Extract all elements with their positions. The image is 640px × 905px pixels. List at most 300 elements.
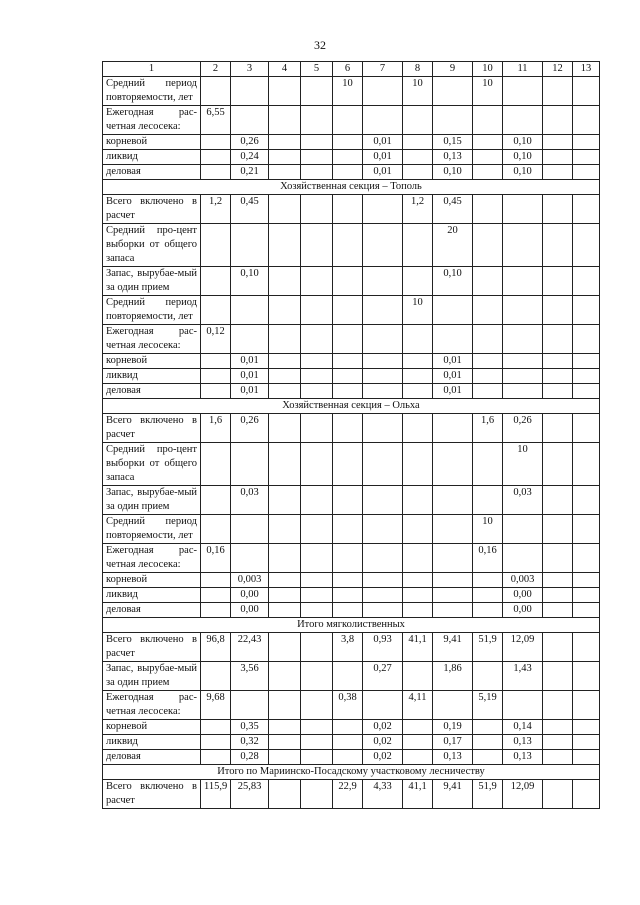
table-cell [333, 384, 363, 399]
table-cell [543, 780, 573, 809]
table-cell [301, 296, 333, 325]
table-cell [333, 588, 363, 603]
table-cell [403, 106, 433, 135]
table-cell: 0,10 [503, 135, 543, 150]
table-cell [433, 486, 473, 515]
table-cell [269, 720, 301, 735]
table-cell: 0,01 [363, 165, 403, 180]
table-cell [269, 195, 301, 224]
table-cell [301, 780, 333, 809]
table-cell [201, 443, 231, 486]
table-cell [269, 691, 301, 720]
row-label: Ежегодная рас-четная лесосека: [103, 106, 201, 135]
table-cell [473, 486, 503, 515]
section-header-row [103, 618, 600, 633]
table-cell [201, 515, 231, 544]
table-cell [573, 573, 600, 588]
table-cell [403, 384, 433, 399]
table-cell: 12,09 [503, 780, 543, 809]
table-cell [473, 150, 503, 165]
table-cell [473, 369, 503, 384]
table-cell [301, 443, 333, 486]
table-cell: 0,15 [433, 135, 473, 150]
table-cell: 0,10 [231, 267, 269, 296]
table-cell [201, 573, 231, 588]
table-cell [269, 135, 301, 150]
table-cell [301, 633, 333, 662]
row-label: деловая [103, 384, 201, 399]
table-cell: 0,02 [363, 735, 403, 750]
table-cell [201, 224, 231, 267]
table-cell [433, 106, 473, 135]
table-row [103, 135, 600, 150]
table-cell [503, 691, 543, 720]
table-cell: 9,68 [201, 691, 231, 720]
table-cell [333, 150, 363, 165]
table-row [103, 106, 600, 135]
table-cell [201, 150, 231, 165]
table-cell [543, 165, 573, 180]
row-label: Запас, вырубае-мый за один прием [103, 267, 201, 296]
section-title: Итого мягколиственных [103, 618, 600, 633]
table-cell [269, 384, 301, 399]
table-cell: 1,2 [403, 195, 433, 224]
row-label: деловая [103, 165, 201, 180]
table-cell: 12,09 [503, 633, 543, 662]
table-cell [269, 633, 301, 662]
table-cell: 1,43 [503, 662, 543, 691]
table-cell [473, 573, 503, 588]
table-row [103, 165, 600, 180]
row-label: Средний период повторяемости, лет [103, 77, 201, 106]
table-cell: 0,93 [363, 633, 403, 662]
table-cell [269, 544, 301, 573]
table-cell [269, 267, 301, 296]
table-cell [333, 414, 363, 443]
table-cell [503, 544, 543, 573]
table-cell: 1,6 [201, 414, 231, 443]
table-cell [269, 354, 301, 369]
table-cell [543, 354, 573, 369]
table-cell [363, 224, 403, 267]
table-cell [543, 296, 573, 325]
table-cell: 1,6 [473, 414, 503, 443]
table-cell: 0,10 [433, 267, 473, 296]
table-cell [231, 296, 269, 325]
table-cell [543, 603, 573, 618]
table-row [103, 780, 600, 809]
table-cell [573, 735, 600, 750]
table-cell [473, 165, 503, 180]
table-cell: 0,21 [231, 165, 269, 180]
table-cell [473, 720, 503, 735]
table-cell [269, 750, 301, 765]
table-cell [503, 354, 543, 369]
table-cell [543, 150, 573, 165]
table-cell [363, 691, 403, 720]
table-cell [473, 588, 503, 603]
row-label: ликвид [103, 150, 201, 165]
row-label: Ежегодная рас-четная лесосека: [103, 691, 201, 720]
table-cell: 0,38 [333, 691, 363, 720]
table-cell [543, 195, 573, 224]
table-cell: 22,9 [333, 780, 363, 809]
table-cell [503, 384, 543, 399]
table-cell [503, 369, 543, 384]
table-cell [573, 267, 600, 296]
table-cell [573, 544, 600, 573]
table-cell [473, 354, 503, 369]
table-cell [403, 165, 433, 180]
table-cell [503, 106, 543, 135]
table-cell: 1,86 [433, 662, 473, 691]
table-cell [363, 515, 403, 544]
table-cell: 20 [433, 224, 473, 267]
table-cell [573, 662, 600, 691]
column-header: 6 [333, 62, 363, 77]
table-row [103, 150, 600, 165]
column-header: 13 [573, 62, 600, 77]
table-cell [301, 195, 333, 224]
column-header: 2 [201, 62, 231, 77]
table-cell [301, 135, 333, 150]
table-cell: 0,14 [503, 720, 543, 735]
section-title: Хозяйственная секция – Тополь [103, 180, 600, 195]
table-cell [301, 354, 333, 369]
table-cell: 4,33 [363, 780, 403, 809]
table-cell [543, 588, 573, 603]
column-header: 12 [543, 62, 573, 77]
table-cell [301, 486, 333, 515]
table-cell: 0,02 [363, 720, 403, 735]
table-cell [403, 354, 433, 369]
row-label: Запас, вырубае-мый за один прием [103, 662, 201, 691]
table-cell: 10 [503, 443, 543, 486]
table-cell [573, 720, 600, 735]
table-cell [333, 603, 363, 618]
table-cell [503, 296, 543, 325]
table-cell: 51,9 [473, 780, 503, 809]
table-cell [333, 106, 363, 135]
table-cell [363, 267, 403, 296]
table-cell [269, 443, 301, 486]
table-cell: 0,27 [363, 662, 403, 691]
table-cell [269, 77, 301, 106]
table-cell [333, 720, 363, 735]
table-cell [573, 325, 600, 354]
table-cell [503, 515, 543, 544]
table-cell: 0,26 [503, 414, 543, 443]
table-cell: 0,16 [473, 544, 503, 573]
table-cell [363, 603, 403, 618]
table-cell [573, 603, 600, 618]
table-cell [573, 224, 600, 267]
table-cell [231, 77, 269, 106]
table-cell: 0,45 [433, 195, 473, 224]
table-cell [433, 544, 473, 573]
table-row [103, 267, 600, 296]
column-header: 3 [231, 62, 269, 77]
table-cell: 0,01 [231, 354, 269, 369]
table-cell [269, 515, 301, 544]
table-cell [201, 720, 231, 735]
table-cell [333, 369, 363, 384]
row-label: Средний про-цент выборки от общего запаса [103, 224, 201, 267]
table-row [103, 325, 600, 354]
row-label: Средний период повторяемости, лет [103, 515, 201, 544]
table-cell: 0,01 [231, 384, 269, 399]
table-cell [543, 691, 573, 720]
table-cell [363, 384, 403, 399]
table-cell: 10 [403, 77, 433, 106]
section-title: Хозяйственная секция – Ольха [103, 399, 600, 414]
table-cell: 0,24 [231, 150, 269, 165]
table-cell [433, 443, 473, 486]
table-cell: 1,2 [201, 195, 231, 224]
table-cell [403, 662, 433, 691]
table-cell [301, 267, 333, 296]
table-cell [573, 77, 600, 106]
table-cell: 4,11 [403, 691, 433, 720]
table-cell [363, 486, 403, 515]
table-cell [201, 77, 231, 106]
table-cell [503, 325, 543, 354]
table-cell [269, 780, 301, 809]
table-cell [433, 603, 473, 618]
column-header: 1 [103, 62, 201, 77]
table-cell [269, 369, 301, 384]
table-cell [333, 515, 363, 544]
table-cell [473, 750, 503, 765]
table-cell [333, 354, 363, 369]
table-cell [201, 135, 231, 150]
table-cell: 0,01 [231, 369, 269, 384]
table-cell [269, 573, 301, 588]
table-cell [231, 106, 269, 135]
table-row [103, 414, 600, 443]
table-cell: 0,01 [433, 369, 473, 384]
row-label: корневой [103, 135, 201, 150]
section-header-row [103, 180, 600, 195]
table-cell [333, 573, 363, 588]
table-cell [543, 750, 573, 765]
table-cell [269, 414, 301, 443]
table-cell: 0,13 [503, 750, 543, 765]
table-cell [301, 750, 333, 765]
table-cell [543, 515, 573, 544]
table-cell [201, 588, 231, 603]
table-cell [543, 224, 573, 267]
table-cell [301, 77, 333, 106]
table-cell [301, 515, 333, 544]
table-cell [573, 135, 600, 150]
table-cell [573, 195, 600, 224]
table-cell [573, 106, 600, 135]
table-cell [301, 691, 333, 720]
table-cell: 0,01 [433, 354, 473, 369]
table-cell [201, 486, 231, 515]
table-cell [201, 369, 231, 384]
table-cell [473, 224, 503, 267]
table-cell [269, 588, 301, 603]
table-cell [503, 224, 543, 267]
table-cell [201, 296, 231, 325]
row-label: Всего включено в расчет [103, 414, 201, 443]
table-cell: 0,28 [231, 750, 269, 765]
table-cell [473, 443, 503, 486]
table-cell [433, 588, 473, 603]
table-cell: 3,8 [333, 633, 363, 662]
table-cell: 0,00 [231, 588, 269, 603]
table-cell [503, 195, 543, 224]
table-cell: 6,55 [201, 106, 231, 135]
row-label: Всего включено в расчет [103, 195, 201, 224]
table-row [103, 354, 600, 369]
column-header: 9 [433, 62, 473, 77]
table-cell [269, 106, 301, 135]
table-cell: 0,17 [433, 735, 473, 750]
table-cell [363, 544, 403, 573]
table-cell [269, 150, 301, 165]
table-cell: 0,13 [503, 735, 543, 750]
table-cell [333, 486, 363, 515]
table-cell: 0,01 [363, 135, 403, 150]
table-cell [473, 296, 503, 325]
table-cell [573, 296, 600, 325]
table-cell [403, 443, 433, 486]
table-cell [301, 150, 333, 165]
table-cell: 10 [473, 515, 503, 544]
table-cell [543, 662, 573, 691]
table-cell: 0,003 [231, 573, 269, 588]
section-header-row [103, 399, 600, 414]
table-row [103, 544, 600, 573]
table-cell [269, 603, 301, 618]
table-cell [333, 165, 363, 180]
table-cell [333, 267, 363, 296]
table-cell [333, 662, 363, 691]
table-cell [403, 224, 433, 267]
table-cell [201, 165, 231, 180]
table-cell [543, 633, 573, 662]
table-cell [301, 603, 333, 618]
table-cell: 51,9 [473, 633, 503, 662]
table-cell: 0,10 [503, 150, 543, 165]
column-header: 7 [363, 62, 403, 77]
table-row [103, 750, 600, 765]
table-cell: 0,00 [503, 603, 543, 618]
table-cell [363, 77, 403, 106]
table-cell: 0,10 [503, 165, 543, 180]
table-cell [433, 691, 473, 720]
row-label: Всего включено в расчет [103, 780, 201, 809]
table-cell [543, 369, 573, 384]
table-cell [301, 224, 333, 267]
table-cell [433, 573, 473, 588]
table-cell [363, 414, 403, 443]
table-cell: 41,1 [403, 633, 433, 662]
table-cell [543, 443, 573, 486]
table-cell [403, 720, 433, 735]
table-cell: 115,9 [201, 780, 231, 809]
table-cell [403, 735, 433, 750]
table-cell [301, 325, 333, 354]
table-cell [333, 224, 363, 267]
table-cell [201, 354, 231, 369]
table-cell [403, 325, 433, 354]
table-cell [473, 603, 503, 618]
table-cell [269, 486, 301, 515]
table-cell [573, 414, 600, 443]
table-cell [363, 573, 403, 588]
table-cell [231, 515, 269, 544]
table-cell [333, 443, 363, 486]
table-cell [543, 77, 573, 106]
table-cell [301, 720, 333, 735]
row-label: Ежегодная рас-четная лесосека: [103, 544, 201, 573]
table-cell: 9,41 [433, 780, 473, 809]
table-cell [543, 325, 573, 354]
table-cell [543, 135, 573, 150]
row-label: Ежегодная рас-четная лесосека: [103, 325, 201, 354]
table-cell [333, 735, 363, 750]
table-cell: 10 [333, 77, 363, 106]
table-cell: 22,43 [231, 633, 269, 662]
table-cell [503, 267, 543, 296]
table-cell [301, 414, 333, 443]
table-cell [301, 165, 333, 180]
table-row [103, 486, 600, 515]
table-cell [231, 224, 269, 267]
table-cell [543, 106, 573, 135]
table-cell [403, 150, 433, 165]
table-row [103, 573, 600, 588]
column-header: 5 [301, 62, 333, 77]
table-cell [231, 443, 269, 486]
table-cell: 0,03 [503, 486, 543, 515]
column-header: 10 [473, 62, 503, 77]
table-cell [573, 691, 600, 720]
table-cell: 0,26 [231, 135, 269, 150]
table-cell: 0,003 [503, 573, 543, 588]
table-cell: 0,03 [231, 486, 269, 515]
table-cell: 10 [473, 77, 503, 106]
table-cell: 0,26 [231, 414, 269, 443]
table-cell [269, 296, 301, 325]
column-header: 11 [503, 62, 543, 77]
table-cell [573, 443, 600, 486]
row-label: корневой [103, 354, 201, 369]
table-cell [301, 106, 333, 135]
section-title: Итого по Мариинско-Посадскому участковому лесничеству [103, 765, 600, 780]
row-label: ликвид [103, 588, 201, 603]
table-cell [403, 486, 433, 515]
table-cell [473, 662, 503, 691]
table-cell [301, 588, 333, 603]
table-cell [573, 369, 600, 384]
table-cell [363, 296, 403, 325]
table-cell [403, 603, 433, 618]
table-row [103, 195, 600, 224]
table-cell [473, 106, 503, 135]
table-cell [333, 296, 363, 325]
row-label: деловая [103, 603, 201, 618]
table-cell [433, 296, 473, 325]
table-cell [201, 750, 231, 765]
table-cell: 96,8 [201, 633, 231, 662]
table-cell [269, 165, 301, 180]
table-cell [573, 780, 600, 809]
